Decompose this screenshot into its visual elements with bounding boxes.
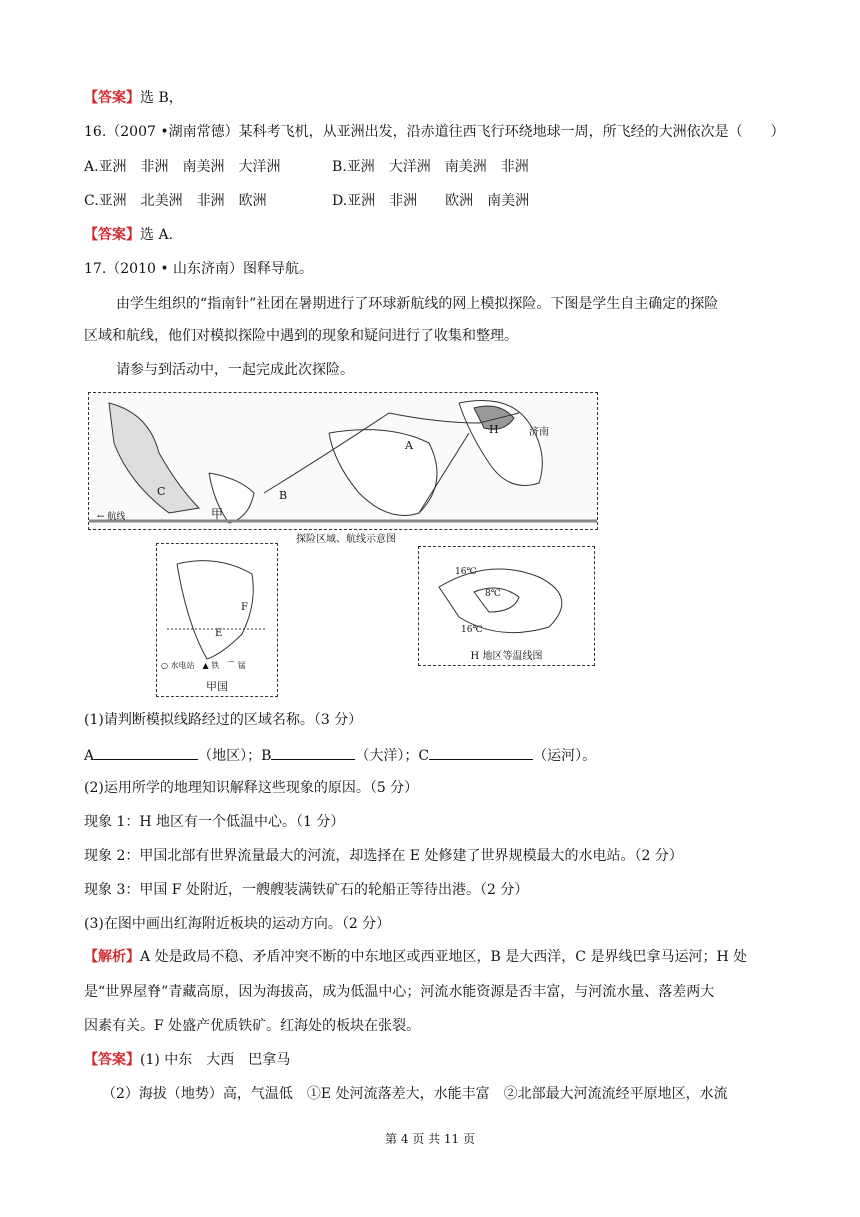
label-b: B — [279, 489, 288, 502]
jia-caption: 甲国 — [206, 680, 228, 693]
subquestion-3: (3)在图中画出红海附近板块的运动方向。（2 分） — [84, 916, 391, 932]
answer-tag: 【答案】 — [84, 90, 140, 106]
page-footer: 第 4 页 共 11 页 — [385, 1132, 475, 1146]
isotherm-label: 16℃ — [461, 625, 483, 635]
jia-legend: ○ 水电站 ▲ 铁 ⌒ 锰 — [161, 661, 246, 670]
answer-line: 【答案】(1) 中东 大西 巴拿马 — [84, 1052, 291, 1068]
blank-a[interactable] — [94, 745, 198, 760]
option-c: C.亚洲 北美洲 非洲 欧洲 — [84, 193, 267, 209]
paragraph: 请参与到活动中，一起完成此次探险。 — [116, 362, 354, 378]
inset-h — [418, 546, 595, 666]
analysis-line: 因素有关。F 处盛产优质铁矿。红海处的板块在张裂。 — [84, 1018, 421, 1034]
label-a: A — [405, 439, 413, 452]
fill-in-line: A （地区）；B （大洋）；C （运河）。 — [84, 745, 596, 766]
option-a: A.亚洲 非洲 南美洲 大洋洲 — [84, 159, 281, 175]
question-16: 16.（2007 •湖南常德）某科考飞机，从亚洲出发，沿赤道往西飞行环绕地球一周，所飞经的大洲依次是（ ） — [84, 124, 785, 140]
label-h: H — [489, 423, 499, 436]
label-f: F — [241, 602, 248, 613]
isotherm-drawing — [419, 547, 594, 647]
map-drawing — [89, 393, 597, 529]
phenomenon-1: 现象 1：H 地区有一个低温中心。（1 分） — [84, 814, 345, 830]
phenomenon-3: 现象 3：甲国 F 处附近，一艘艘装满铁矿石的轮船正等待出港。（2 分） — [84, 882, 529, 898]
answer-line: 【答案】选 A. — [84, 227, 174, 243]
option-d: D.亚洲 非洲 欧洲 南美洲 — [332, 193, 530, 209]
inset-jia — [156, 543, 278, 697]
blank-b[interactable] — [271, 745, 355, 760]
label-jia: 甲 — [211, 507, 224, 521]
map-caption: 探险区域、航线示意图 — [296, 534, 396, 545]
answer-line: 【答案】选 B， — [84, 90, 183, 106]
isotherm-label: 8℃ — [485, 589, 501, 599]
label-jinan: 济南 — [529, 427, 549, 438]
blank-c[interactable] — [429, 745, 533, 760]
option-b: B.亚洲 大洋洲 南美洲 非洲 — [332, 159, 529, 175]
paragraph: 区域和航线，他们对模拟探险中遇到的现象和疑问进行了收集和整理。 — [84, 328, 518, 344]
isotherm-label: 16℃ — [455, 567, 477, 577]
h-caption: H 地区等温线图 — [470, 651, 543, 662]
label-e: E — [215, 628, 223, 639]
subquestion-1: (1)请判断模拟线路经过的区域名称。（3 分） — [84, 712, 363, 728]
legend-route: ← 航线 — [97, 512, 126, 522]
jia-drawing — [157, 544, 277, 674]
question-17: 17.（2010 • 山东济南）图释导航。 — [84, 261, 314, 277]
analysis-tag: 【解析】 — [84, 949, 140, 965]
answer-line: （2）海拔（地势）高，气温低 ①E 处河流落差大，水能丰富 ②北部最大河流流经平原地区，水流 — [102, 1086, 728, 1102]
analysis-line: 【解析】A 处是政局不稳、矛盾冲突不断的中东地区或西亚地区，B 是大西洋，C 是界线巴拿马运河；H 处 — [84, 949, 748, 965]
subquestion-2: (2)运用所学的地理知识解释这些现象的原因。（5 分） — [84, 780, 419, 796]
phenomenon-2: 现象 2：甲国北部有世界流量最大的河流，却选择在 E 处修建了世界规模最大的水电站。（2 分） — [84, 848, 683, 864]
label-c: C — [157, 485, 166, 498]
world-map — [88, 392, 598, 530]
analysis-line: 是“世界屋脊”青藏高原，因为海拔高，成为低温中心；河流水能资源是否丰富，与河流水量、落差两大 — [84, 984, 715, 1000]
paragraph: 由学生组织的“指南针”社团在暑期进行了环球新航线的网上模拟探险。下图是学生自主确定的探险 — [116, 296, 719, 312]
